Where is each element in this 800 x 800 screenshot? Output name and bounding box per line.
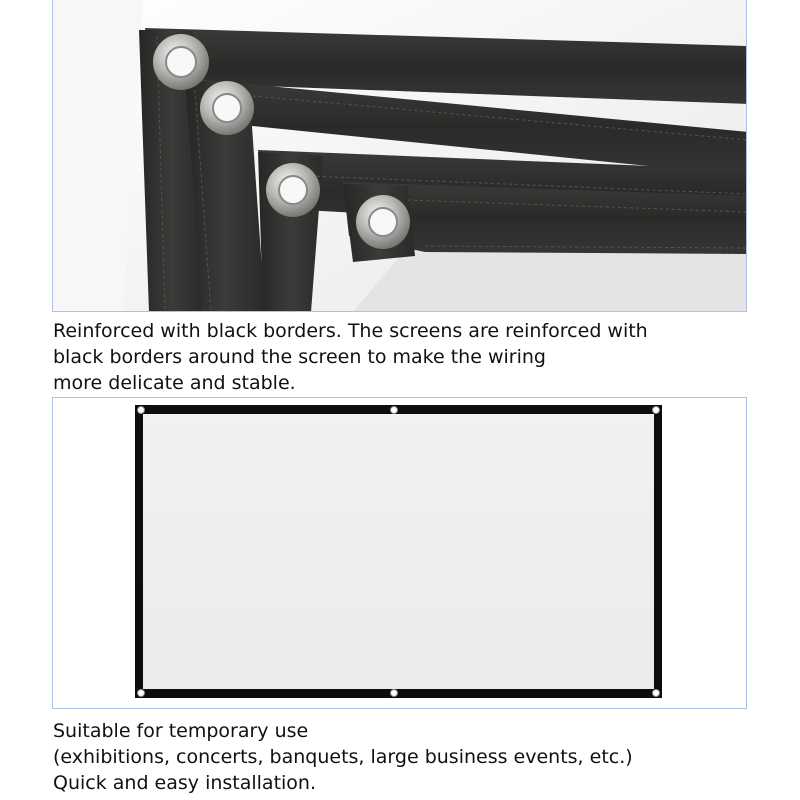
grommet-icon — [652, 406, 660, 414]
grommet-icon — [137, 689, 145, 697]
projection-screen-illustration — [52, 397, 747, 709]
grommet-icon — [153, 34, 209, 90]
grommet-border-illustration — [53, 0, 747, 312]
projection-screen — [135, 405, 662, 698]
caption-line: (exhibitions, concerts, banquets, large business events, etc.) — [53, 746, 633, 768]
grommet-icon — [652, 689, 660, 697]
screen-surface — [143, 414, 654, 689]
grommet-icon — [390, 689, 398, 697]
reinforced-border-caption — [53, 318, 648, 396]
caption-line: Quick and easy installation. — [53, 772, 317, 794]
caption-line: Reinforced with black borders. The screens are reinforced with — [53, 320, 648, 342]
grommet-icon — [390, 406, 398, 414]
caption-line: black borders around the screen to make the wiring — [53, 346, 546, 368]
grommet-icon — [137, 406, 145, 414]
caption-line: Suitable for temporary use — [53, 720, 309, 742]
black-border-closeup-photo — [52, 0, 747, 312]
caption-line: more delicate and stable. — [53, 372, 296, 394]
usage-caption — [53, 718, 633, 796]
